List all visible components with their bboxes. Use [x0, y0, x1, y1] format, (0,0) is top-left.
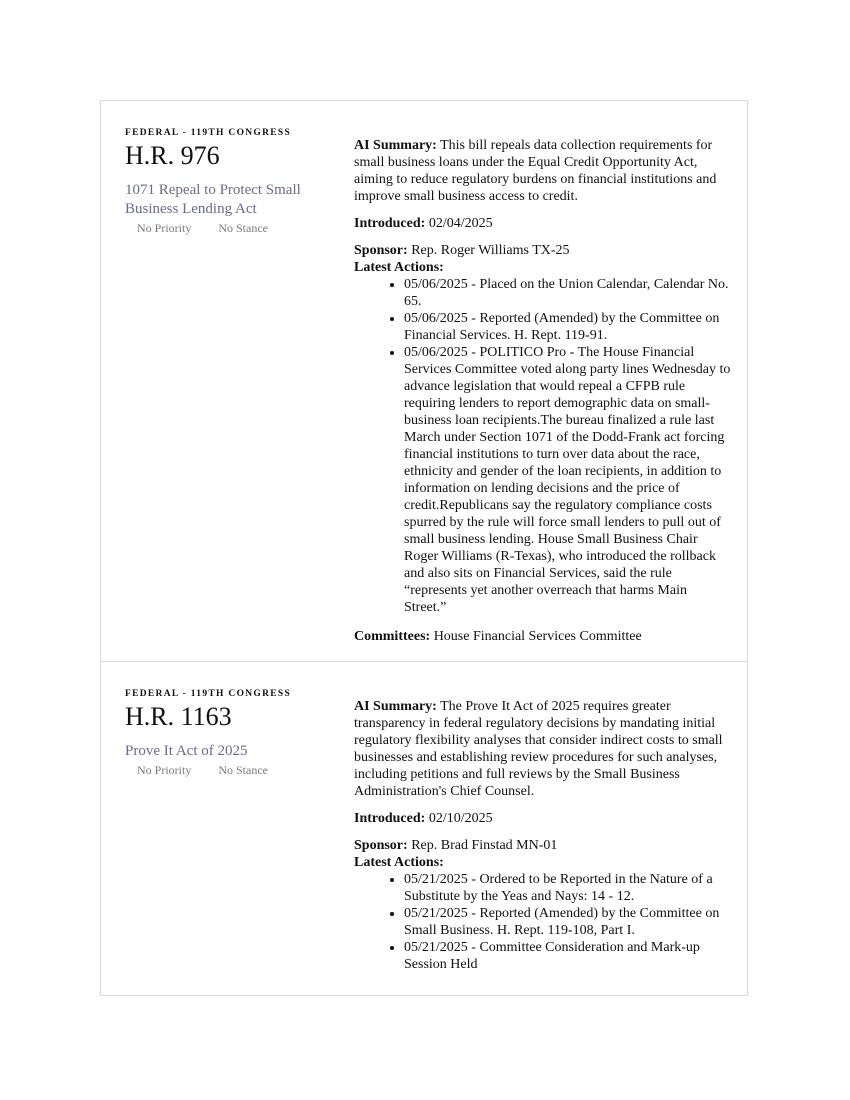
committees-value: House Financial Services Committee — [433, 629, 642, 644]
latest-actions-list — [354, 276, 732, 616]
summary-text: This bill repeals data collection requirements for small business loans under the Equal Credit Opportunity Act, aiming to reduce regulatory burdens on financial institutions and improve small business access to credit. — [354, 138, 717, 204]
jurisdiction-label: FEDERAL - 119TH CONGRESS — [125, 128, 292, 138]
introduced-date — [354, 810, 732, 827]
bill-card — [100, 662, 748, 996]
action-item: • 05/06/2025 - POLITICO Pro - The House Financial Services Committee voted along party lines Wednesday to advance legislation that would repeal a CFPB rule requiring lenders to report demographic data on small-business loan recipients.The bureau finalized a rule last March under Section 1071 of the Dodd-Frank act forcing financial institutions to turn over data about the race, ethnicity and gender of the loan recipients, in addition to information on lending decisions and the price of credit.Republicans say the regulatory compliance costs spurred by the rule will force small lenders to pull out of small business lending. House Small Business Chair Roger Williams (R-Texas), who introduced the rollback and also sits on Financial Services, said the rule “represents yet another overreach that harms Main Street.” — [404, 344, 732, 616]
introduced-label: Introduced: — [354, 216, 426, 231]
bill-details — [354, 137, 732, 655]
sponsor-label: Sponsor: — [354, 838, 408, 853]
latest-actions-label: Latest Actions: — [354, 260, 444, 275]
ai-summary — [354, 698, 732, 800]
committees-label: Committees: — [354, 629, 431, 644]
priority-tag: No Priority — [137, 221, 192, 235]
bill-title: Prove It Act of 2025 — [125, 743, 248, 759]
committees — [354, 628, 732, 645]
latest-actions-list — [354, 871, 732, 973]
priority-tag: No Priority — [137, 763, 192, 777]
stance-tag: No Stance — [218, 221, 268, 235]
summary-text: The Prove It Act of 2025 requires greater transparency in federal regulatory decisions by mandating initial regulatory flexibility analyses that consider indirect costs to small businesses and establishing review procedures for such analyses, including petitions and full reviews by the Small Business Administration's Chief Counsel. — [354, 699, 723, 799]
introduced-value: 02/10/2025 — [428, 811, 493, 826]
bill-details — [354, 698, 732, 985]
bill-number: H.R. 976 — [125, 141, 220, 170]
sponsor — [354, 837, 732, 854]
bill-title: 1071 Repeal to Protect Small Business Lending Act — [125, 182, 301, 217]
action-item: • 05/06/2025 - Reported (Amended) by the Committee on Financial Services. H. Rept. 119-91. — [404, 310, 732, 344]
sponsor-value: Rep. Brad Finstad MN-01 — [411, 838, 558, 853]
bill-tags — [125, 762, 325, 778]
action-item: • 05/21/2025 - Committee Consideration and Mark-up Session Held — [404, 939, 732, 973]
ai-summary — [354, 137, 732, 205]
sponsor-label: Sponsor: — [354, 243, 408, 258]
jurisdiction-label: FEDERAL - 119TH CONGRESS — [125, 689, 292, 699]
bill-header — [125, 688, 325, 778]
stance-tag: No Stance — [218, 763, 268, 777]
sponsor — [354, 242, 732, 259]
bill-card — [100, 100, 748, 662]
summary-label: AI Summary: — [354, 138, 437, 153]
introduced-value: 02/04/2025 — [428, 216, 493, 231]
bill-header — [125, 127, 325, 236]
introduced-date — [354, 215, 732, 232]
bill-tags — [125, 220, 325, 236]
latest-actions-label: Latest Actions: — [354, 855, 444, 870]
introduced-label: Introduced: — [354, 811, 426, 826]
sponsor-value: Rep. Roger Williams TX-25 — [411, 243, 570, 258]
action-item: • 05/21/2025 - Reported (Amended) by the Committee on Small Business. H. Rept. 119-108, Part I. — [404, 905, 732, 939]
action-item: • 05/21/2025 - Ordered to be Reported in the Nature of a Substitute by the Yeas and Nays: 14 - 12. — [404, 871, 732, 905]
bill-number: H.R. 1163 — [125, 702, 232, 731]
summary-label: AI Summary: — [354, 699, 437, 714]
action-item: • 05/06/2025 - Placed on the Union Calendar, Calendar No. 65. — [404, 276, 732, 310]
